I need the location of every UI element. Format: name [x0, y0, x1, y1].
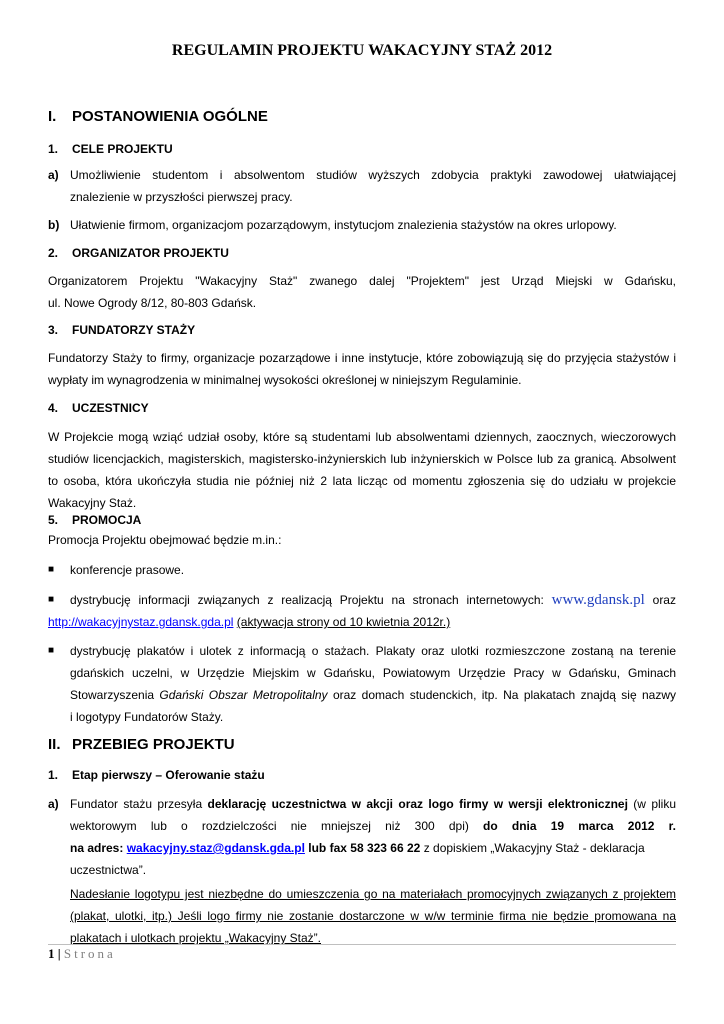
section-heading-1 [48, 108, 268, 125]
paragraph-participants [48, 426, 676, 514]
list-item-stage1-a [48, 793, 676, 881]
bullet-text: dystrybucję informacji związanych z realizacją Projektu na stronach internetowych: [70, 593, 544, 607]
item-text-line: znalezienie w przyszłości pierwszej pracy. [70, 190, 293, 204]
section-title: POSTANOWIENIA OGÓLNE [72, 108, 268, 125]
paragraph-line: Fundatorzy Staży to firmy, organizacje pozarządowe i inne instytucje, które zobowiązują się do przyjęcia stażystów i [48, 351, 676, 365]
bullet-text-line: gdańskich uczelni, w Urzędzie Miejskim w Gdańsku, Powiatowym Urzędzie Pracy w Gdańsku, Gminach [70, 666, 676, 680]
note-line: plakatach i ulotkach projektu „Wakacyjny Staż”. [70, 931, 321, 945]
item-label: a) [48, 797, 59, 811]
text-span: Stowarzyszenia [70, 688, 155, 702]
subsection-number: 5. [48, 513, 59, 527]
logo-requirement-note [48, 883, 676, 949]
paragraph-line: Promocja Projektu obejmować będzie m.in.: [48, 533, 282, 547]
bullet-icon: ■ [48, 594, 55, 605]
text-span-bold: deklarację uczestnictwa w akcji oraz logo firmy w wersji elektronicznej [207, 797, 628, 811]
paragraph-line: to osoba, która ukończyła studia nie później niż 2 lata licząc od momentu zgłoszenia się do udziału w projekcie [48, 474, 676, 488]
bullet-icon: ■ [48, 645, 55, 656]
item-text-line: uczestnictwa”. [70, 863, 147, 877]
email-link[interactable]: wakacyjny.staz@gdansk.gda.pl [126, 841, 305, 855]
footer-separator: | [57, 946, 61, 961]
page-number: 1 [48, 946, 55, 961]
item-text-line [70, 793, 676, 815]
subsection-heading-funders [48, 323, 195, 337]
text-span: z dopiskiem „Wakacyjny Staż - deklaracja [423, 841, 645, 855]
item-label: b) [48, 218, 60, 232]
text-span-italic: Gdański Obszar Metropolitalny [159, 688, 328, 702]
link-wakacyjnystaz[interactable]: http://wakacyjnystaz.gdansk.gda.pl [48, 615, 234, 629]
subsection-number: 4. [48, 401, 59, 415]
bullet-text: oraz [652, 593, 676, 607]
paragraph-promotion-intro [48, 529, 676, 551]
subsection-title: Etap pierwszy – Oferowanie stażu [72, 768, 265, 782]
document-title: REGULAMIN PROJEKTU WAKACYJNY STAŻ 2012 [171, 42, 553, 59]
bullet-item-internet-cont [48, 611, 676, 633]
list-item-goal-b [48, 214, 676, 236]
bullet-text-line: dystrybucję plakatów i ulotek z informacją o stażach. Plakaty oraz ulotki rozmieszczone zostaną na terenie [70, 644, 676, 658]
activation-note: (aktywacja strony od 10 kwietnia 2012r.) [236, 615, 451, 629]
section-number: I. [48, 108, 57, 125]
subsection-title: ORGANIZATOR PROJEKTU [72, 246, 229, 260]
paragraph-line: W Projekcie mogą wziąć udział osoby, które są studentami lub absolwentami dziennych, zaocznych, wieczorowych [48, 430, 676, 444]
item-text-line: Ułatwienie firmom, organizacjom pozarządowym, instytucjom znalezienia stażystów na okres urlopowy. [70, 218, 617, 232]
subsection-title: UCZESTNICY [72, 401, 149, 415]
subsection-number: 3. [48, 323, 59, 337]
note-line: Nadesłanie logotypu jest niezbędne do umieszczenia go na materiałach promocyjnych związanych z projektem [70, 887, 676, 901]
text-span: Fundator stażu przesyła [70, 797, 203, 811]
link-gdansk[interactable]: www.gdansk.pl [551, 592, 645, 608]
section-title: PRZEBIEG PROJEKTU [72, 736, 235, 753]
text-span: wektorowym lub o rozdzielczości nie mniejszej niż 300 dpi) [70, 819, 469, 833]
paragraph-line: Wakacyjny Staż. [48, 496, 137, 510]
text-span-bold: na adres: [70, 841, 124, 855]
footer-divider [48, 944, 676, 945]
paragraph-line: wypłaty im wynagrodzenia w minimalnej wysokości określonej w niniejszym Regulaminie. [48, 373, 522, 387]
bullet-text-line: i logotypy Fundatorów Staży. [70, 710, 224, 724]
page-label: Strona [63, 946, 116, 961]
text-span: (w pliku [633, 797, 677, 811]
fax-text: lub fax 58 323 66 22 [308, 841, 421, 855]
deadline-text: do dnia 19 marca 2012 r. [483, 819, 676, 833]
subsection-number: 1. [48, 768, 59, 782]
bullet-text: konferencje prasowe. [70, 563, 185, 577]
subsection-number: 2. [48, 246, 59, 260]
paragraph-line: Organizatorem Projektu "Wakacyjny Staż" zwanego dalej "Projektem" jest Urząd Miejski w Gdańsku, [48, 274, 676, 288]
bullet-text-line [70, 589, 676, 611]
bullet-text-line [48, 615, 450, 629]
paragraph-funders [48, 347, 676, 391]
text-span: oraz domach studenckich, itp. Na plakatach znajdą się nazwy [332, 688, 677, 702]
item-label: a) [48, 168, 59, 182]
bullet-item-posters [48, 640, 676, 728]
subsection-number: 1. [48, 142, 59, 156]
subsection-heading-promotion [48, 513, 141, 527]
item-text-line [70, 837, 676, 859]
subsection-title: FUNDATORZY STAŻY [72, 323, 196, 337]
bullet-item-internet [48, 589, 676, 611]
page-footer [48, 946, 116, 962]
list-item-goal-a [48, 164, 676, 208]
paragraph-organizer [48, 270, 676, 314]
subsection-heading-stage1 [48, 768, 265, 782]
subsection-heading-participants [48, 401, 149, 415]
item-text-line [70, 815, 676, 837]
subsection-title: CELE PROJEKTU [72, 142, 173, 156]
bullet-item-press [48, 559, 676, 581]
note-line: (plakat, ulotki, itp.) Jeśli logo firmy nie zostanie dostarczone w w/w terminie firma nie będzie promowana na [70, 909, 676, 923]
section-number: II. [48, 736, 61, 753]
subsection-heading-goals [48, 142, 173, 156]
paragraph-line: studiów licencjackich, magisterskich, magistersko-inżynierskich lub inżynierskich w Polsce lub za granicą. Absolwent [48, 452, 676, 466]
subsection-heading-organizer [48, 246, 229, 260]
bullet-text-line [70, 684, 676, 706]
paragraph-line: ul. Nowe Ogrody 8/12, 80-803 Gdańsk. [48, 296, 257, 310]
section-heading-2 [48, 736, 235, 753]
subsection-title: PROMOCJA [72, 513, 142, 527]
item-text-line: Umożliwienie studentom i absolwentom studiów wyższych zdobycia praktyki zawodowej ułatwiającej [70, 168, 676, 182]
bullet-icon: ■ [48, 564, 55, 575]
